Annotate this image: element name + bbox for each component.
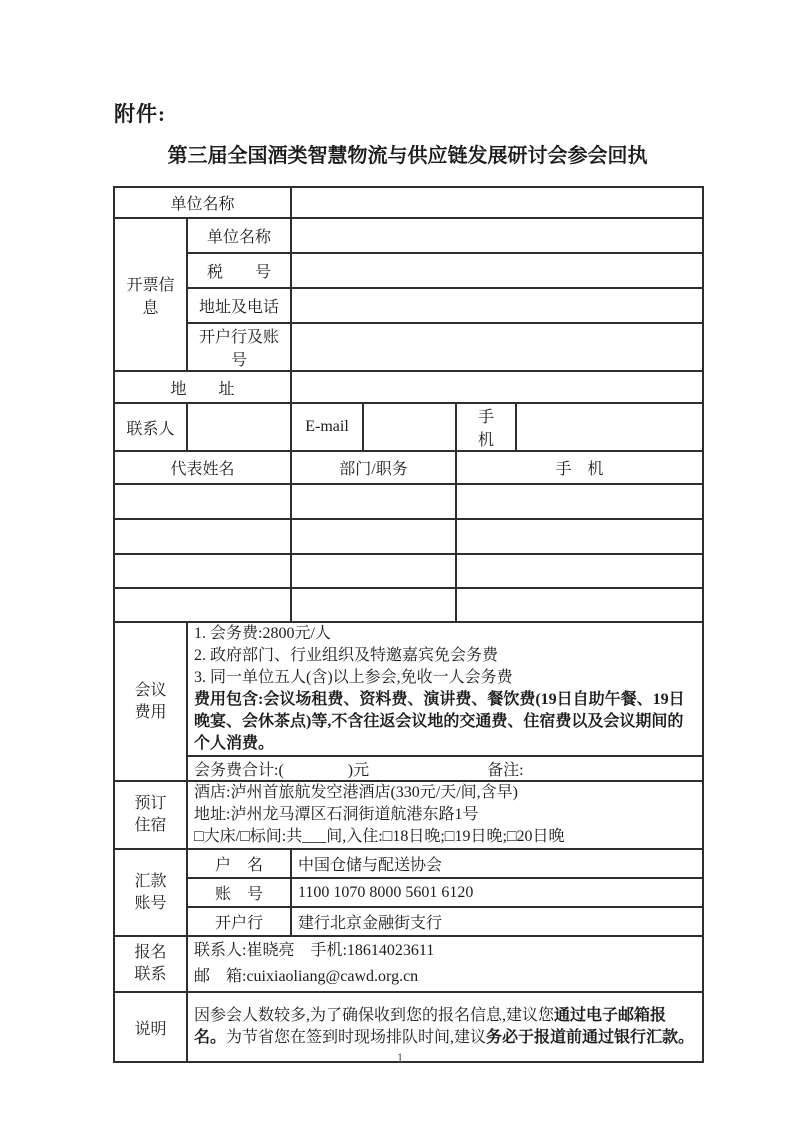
account-number-label: 账 号 <box>187 878 291 907</box>
address-label: 地 址 <box>114 371 291 403</box>
hotel-details-cell <box>187 781 703 849</box>
invoice-address-phone-input-cell <box>291 288 703 323</box>
table-row <box>114 756 703 781</box>
table-row <box>114 936 703 992</box>
table-row <box>114 288 703 323</box>
notes-text-part1: 因参会人数较多,为了确保收到您的报名信息,建议您 <box>194 1007 555 1024</box>
notes-text-part3: 为节省您在签到时现场排队时间,建议 <box>226 1029 487 1046</box>
rep-name-header: 代表姓名 <box>114 451 291 484</box>
hotel-label-line1: 预订 <box>134 795 167 812</box>
rep-mobile-header: 手 机 <box>456 451 703 484</box>
table-row <box>114 519 703 554</box>
table-row <box>114 588 703 622</box>
signup-contact-line: 联系人:崔晓亮 手机:18614023611 <box>194 942 435 959</box>
attachment-label: 附件: <box>114 102 166 126</box>
bank-branch-label: 开户行 <box>187 907 291 936</box>
hotel-label-line2: 住宿 <box>134 817 167 834</box>
bank-branch-value: 建行北京金融街支行 <box>291 907 703 936</box>
fee-line-2: 2. 政府部门、行业组织及特邀嘉宾免会务费 <box>194 647 499 664</box>
rep-mobile-input-cell <box>456 484 703 519</box>
fee-included-note: 费用包含:会议场租费、资料费、演讲费、餐饮费(19日自助午餐、19日晚宴、会休茶点)等,不含往返会议地的交通费、住宿费以及会议期间的个人消费。 <box>194 691 685 752</box>
email-label: E-mail <box>291 403 363 451</box>
table-row <box>114 849 703 878</box>
invoice-unit-name-input-cell <box>291 218 703 253</box>
signup-details-cell <box>187 936 703 992</box>
registration-form-table <box>113 186 704 1063</box>
notes-text-part4-bold: 务必于报道前通过银行汇款。 <box>486 1029 695 1046</box>
mobile-label: 手 机 <box>456 403 516 451</box>
invoice-bank-account-label: 开户行及账号 <box>187 323 291 371</box>
hotel-room-options-line: □大床/□标间:共___间,入住:□18日晚;□19日晚;□20日晚 <box>194 828 565 845</box>
table-row <box>114 218 703 253</box>
table-row <box>114 371 703 403</box>
rep-name-input-cell <box>114 519 291 554</box>
remittance-section-label <box>114 849 187 936</box>
invoice-tax-no-input-cell <box>291 253 703 288</box>
rep-mobile-input-cell <box>456 554 703 588</box>
rep-dept-input-cell <box>291 588 456 622</box>
fee-label-line1: 会议 <box>134 681 167 699</box>
invoice-section-label: 开票信息 <box>114 218 187 371</box>
table-row <box>114 484 703 519</box>
fee-total-label: 会务费合计:( )元 <box>194 762 370 779</box>
fee-total-cell <box>187 756 703 781</box>
rep-dept-header: 部门/职务 <box>291 451 456 484</box>
address-input-cell <box>291 371 703 403</box>
table-row <box>114 878 703 907</box>
account-number-value: 1100 1070 8000 5601 6120 <box>291 878 703 907</box>
notes-section-label: 说明 <box>114 992 187 1062</box>
rep-mobile-input-cell <box>456 588 703 622</box>
page-title: 第三届全国酒类智慧物流与供应链发展研讨会参会回执 <box>167 145 648 167</box>
rep-dept-input-cell <box>291 554 456 588</box>
mobile-input-cell <box>516 403 703 451</box>
hotel-section-label <box>114 781 187 849</box>
table-row <box>114 187 703 218</box>
table-row <box>114 781 703 849</box>
remittance-label-line2: 账号 <box>134 894 167 912</box>
fee-details-cell <box>187 622 703 756</box>
fee-section-label <box>114 622 187 781</box>
hotel-name-line: 酒店:泸州首旅航发空港酒店(330元/天/间,含早) <box>194 784 518 801</box>
table-row <box>114 907 703 936</box>
rep-mobile-input-cell <box>456 519 703 554</box>
invoice-address-phone-label: 地址及电话 <box>187 288 291 323</box>
contact-person-input-cell <box>187 403 291 451</box>
signup-section-label <box>114 936 187 992</box>
unit-name-label: 单位名称 <box>114 187 291 218</box>
table-row <box>114 451 703 484</box>
page-number: 1 <box>396 1050 404 1065</box>
rep-name-input-cell <box>114 588 291 622</box>
signup-label-line1: 报名 <box>134 944 167 961</box>
account-name-label: 户 名 <box>187 849 291 878</box>
fee-label-line2: 费用 <box>134 703 167 721</box>
rep-dept-input-cell <box>291 484 456 519</box>
unit-name-input-cell <box>291 187 703 218</box>
account-name-value: 中国仓储与配送协会 <box>291 849 703 878</box>
invoice-tax-no-label: 税 号 <box>187 253 291 288</box>
rep-name-input-cell <box>114 484 291 519</box>
table-row <box>114 323 703 371</box>
invoice-bank-account-input-cell <box>291 323 703 371</box>
rep-dept-input-cell <box>291 519 456 554</box>
invoice-unit-name-label: 单位名称 <box>187 218 291 253</box>
rep-name-input-cell <box>114 554 291 588</box>
fee-line-3: 3. 同一单位五人(含)以上参会,免收一人会务费 <box>194 669 513 686</box>
contact-person-label: 联系人 <box>114 403 187 451</box>
table-row <box>114 253 703 288</box>
fee-line-1: 1. 会务费:2800元/人 <box>194 625 331 642</box>
remittance-label-line1: 汇款 <box>134 872 167 890</box>
fee-remark-label: 备注: <box>487 762 524 779</box>
notes-text-part2-bold: 通过电子邮箱报名。 <box>194 1007 667 1046</box>
email-input-cell <box>363 403 456 451</box>
table-row <box>114 403 703 451</box>
signup-email-line: 邮 箱:cuixiaoliang@cawd.org.cn <box>194 968 419 985</box>
signup-label-line2: 联系 <box>134 966 167 983</box>
hotel-address-line: 地址:泸州龙马潭区石洞街道航港东路1号 <box>194 806 479 823</box>
table-row <box>114 622 703 756</box>
table-row <box>114 554 703 588</box>
